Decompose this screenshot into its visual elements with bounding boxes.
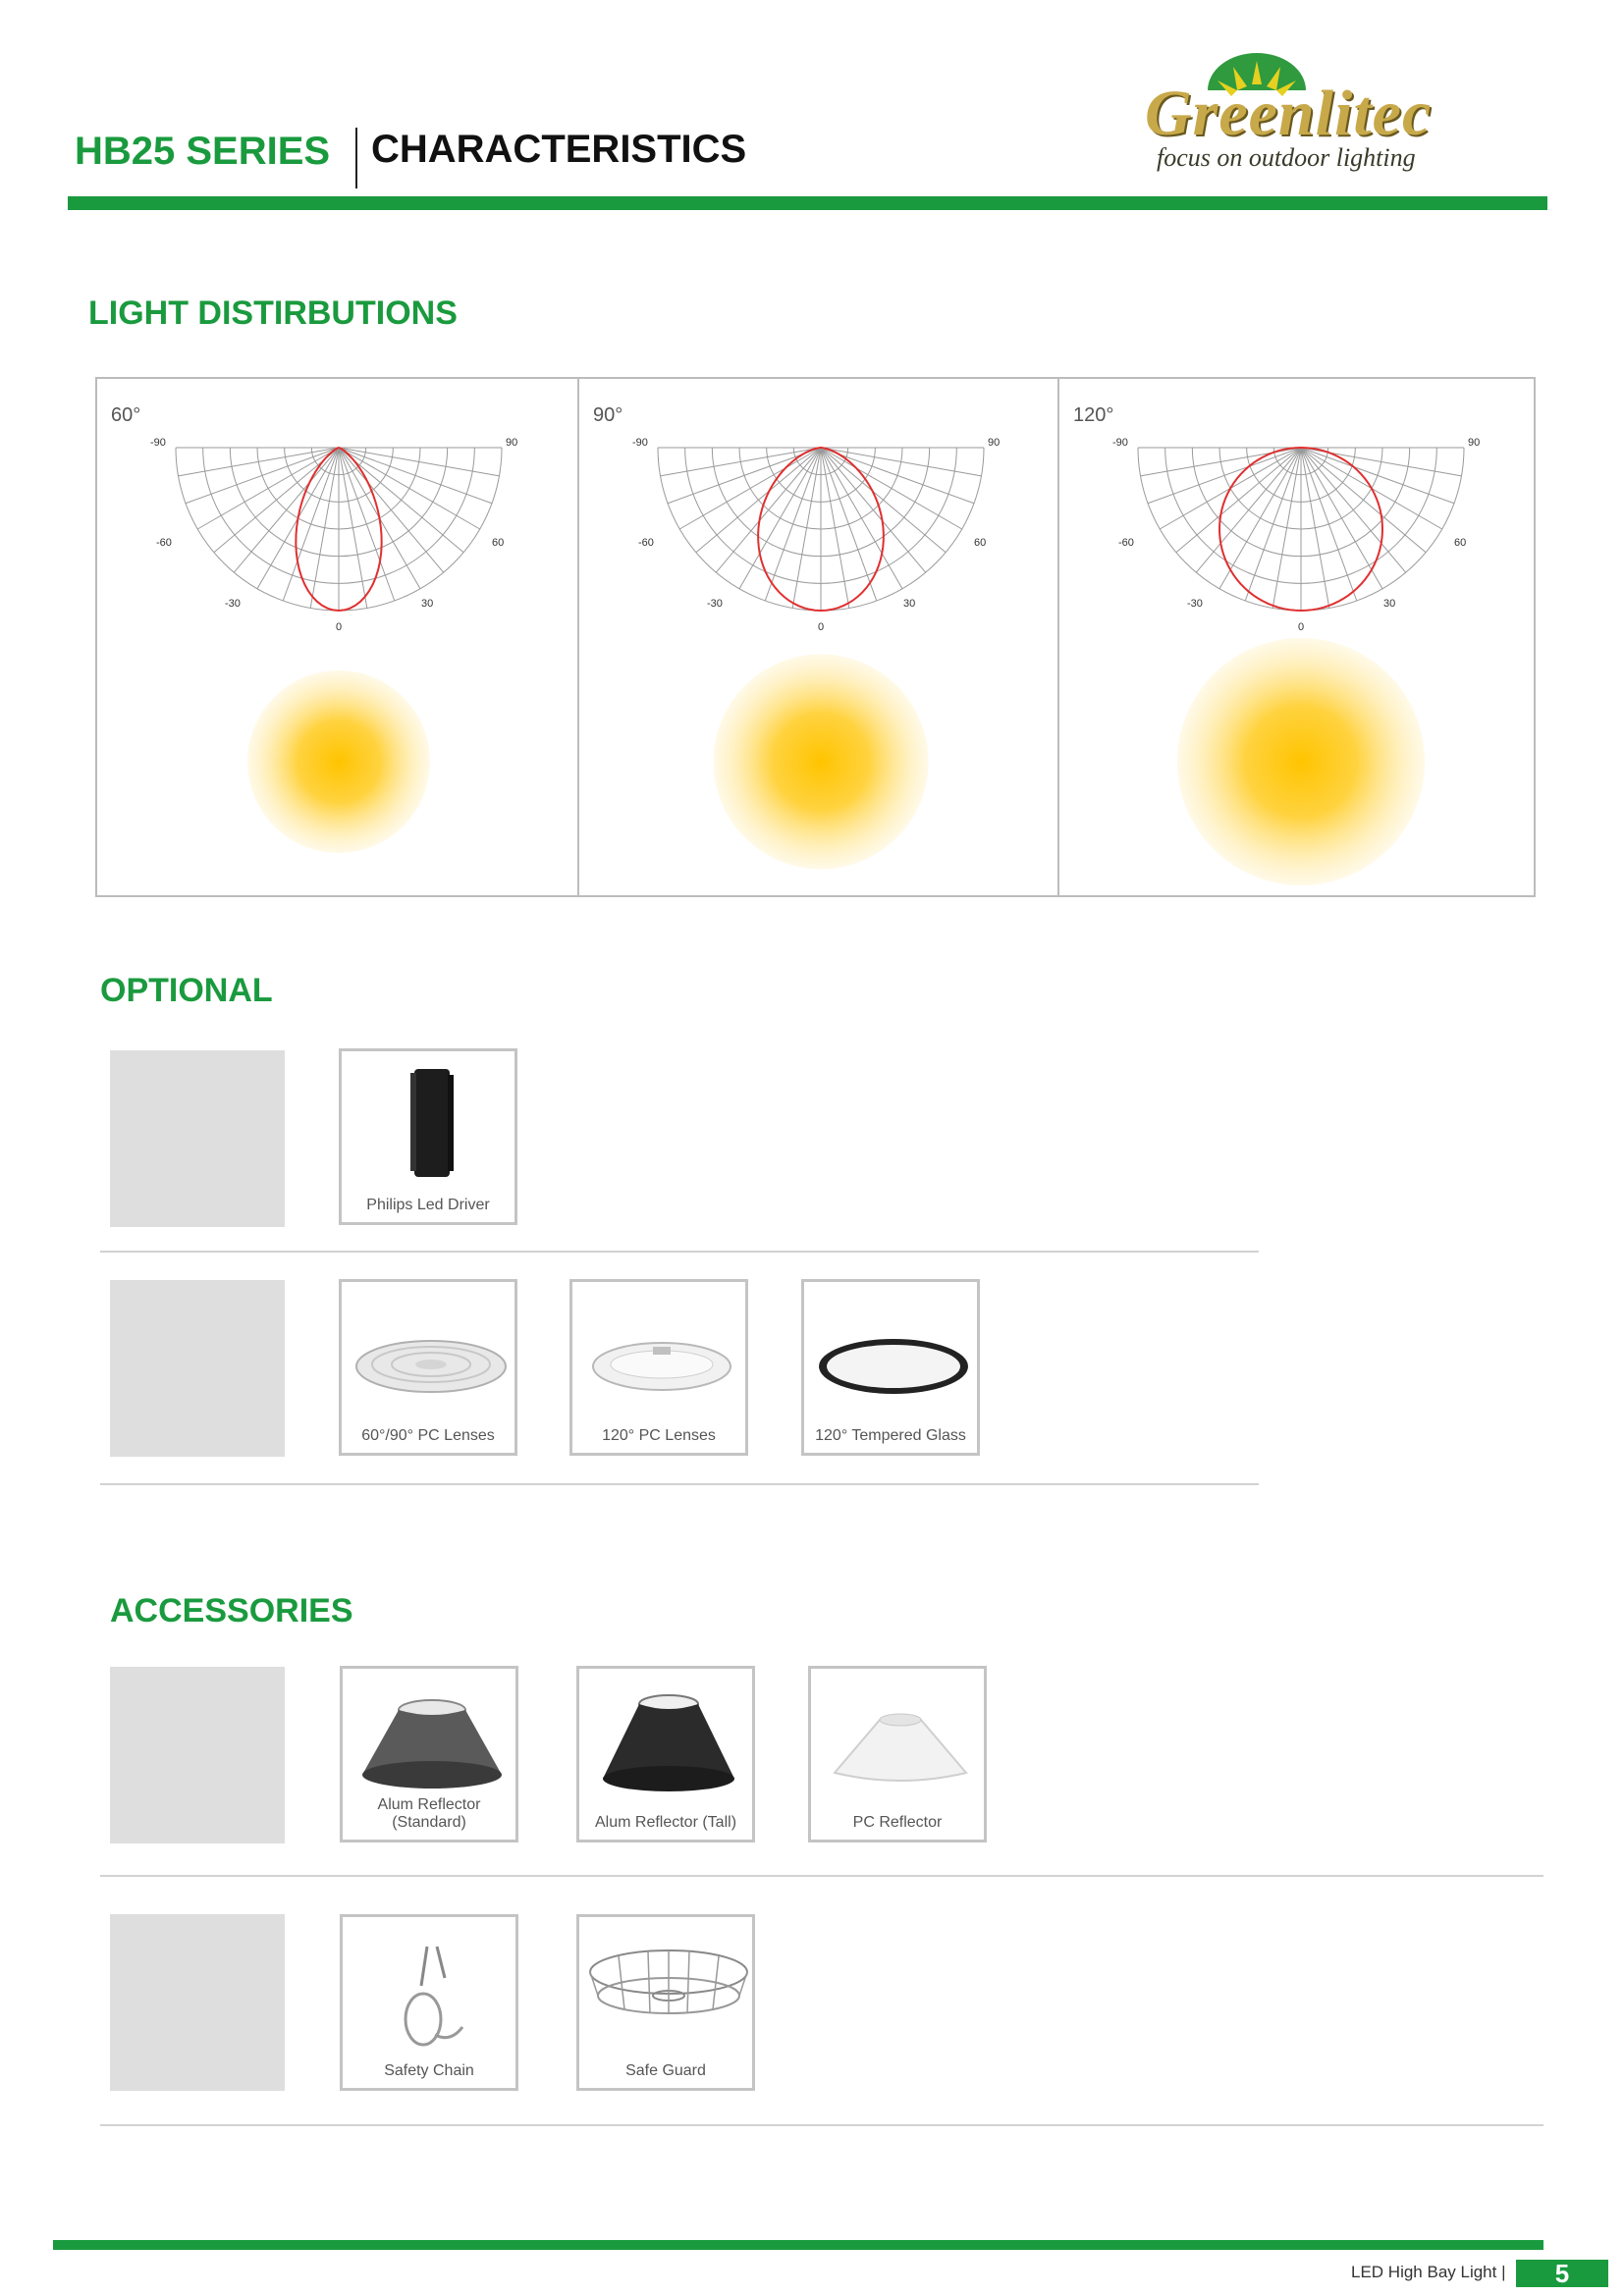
polar-tick-label: -30 [707, 598, 723, 610]
polar-tick-label: 60 [492, 537, 505, 549]
brand-logo [1139, 51, 1532, 188]
accessories-title: ACCESSORIES [110, 1592, 353, 1629]
polar-diagram-60 [97, 379, 577, 899]
logo-wordmark: Greenlitec [1145, 78, 1433, 149]
row-divider [100, 2124, 1543, 2126]
row-placeholder [110, 1280, 285, 1457]
row-divider [100, 1483, 1259, 1485]
distribution-panel-60 [97, 379, 577, 895]
option-card-pc-lenses-60-90 [339, 1279, 517, 1456]
polar-tick-label: 30 [421, 598, 434, 610]
accessory-caption: Safe Guard [625, 2062, 706, 2079]
accessory-card-reflector-standard [340, 1666, 518, 1842]
beam-angle-label: 60° [111, 404, 141, 426]
polar-tick-label: 0 [1298, 621, 1305, 633]
polar-tick-label: -30 [1187, 598, 1203, 610]
option-card-pc-lenses-120 [569, 1279, 748, 1456]
light-spot [247, 670, 430, 853]
accessory-caption: Alum Reflector (Standard) [377, 1796, 481, 1831]
accessory-card-reflector-tall [576, 1666, 755, 1842]
polar-tick-label: -60 [638, 537, 654, 549]
accessory-caption: Alum Reflector (Tall) [594, 1814, 737, 1831]
logo-tagline: focus on outdoor lighting [1157, 143, 1416, 172]
polar-tick-label: 60 [1454, 537, 1467, 549]
accessory-caption: Safety Chain [384, 2062, 474, 2079]
polar-tick-label: 60 [974, 537, 987, 549]
polar-tick-label: -90 [632, 437, 648, 449]
distribution-panel-120 [1057, 379, 1538, 895]
polar-grid [176, 448, 505, 611]
page-number: 5 [1516, 2260, 1608, 2287]
light-spot [714, 655, 929, 870]
option-caption: 60°/90° PC Lenses [361, 1427, 495, 1444]
polar-tick-label: -90 [150, 437, 166, 449]
option-caption: Philips Led Driver [366, 1197, 490, 1213]
optional-title: OPTIONAL [100, 972, 273, 1009]
row-placeholder [110, 1667, 285, 1843]
accessory-card-pc-reflector [808, 1666, 987, 1842]
polar-tick-label: 90 [988, 437, 1001, 449]
polar-tick-label: 30 [1383, 598, 1396, 610]
accessory-card-safe-guard [576, 1914, 755, 2091]
option-caption: 120° Tempered Glass [815, 1427, 966, 1444]
light-spot [1177, 638, 1425, 885]
distribution-panel-90 [577, 379, 1057, 895]
polar-diagram-120 [1059, 379, 1540, 899]
option-card-tempered-glass [801, 1279, 980, 1456]
accessory-card-safety-chain [340, 1914, 518, 2091]
polar-grid [1138, 448, 1467, 611]
header-divider [355, 128, 357, 188]
polar-tick-label: 0 [818, 621, 825, 633]
polar-tick-label: -30 [225, 598, 241, 610]
row-placeholder [110, 1050, 285, 1227]
section-title: CHARACTERISTICS [371, 128, 747, 171]
light-distribution-panels [95, 377, 1536, 897]
polar-diagram-90 [579, 379, 1059, 899]
beam-angle-label: 90° [593, 404, 623, 426]
option-caption: 120° PC Lenses [602, 1427, 716, 1444]
beam-angle-label: 120° [1073, 404, 1114, 426]
footer-label: LED High Bay Light | [1351, 2263, 1506, 2281]
polar-tick-label: -90 [1112, 437, 1128, 449]
option-card-led-driver [339, 1048, 517, 1225]
polar-tick-label: 90 [506, 437, 518, 449]
light-distributions-title: LIGHT DISTIRBUTIONS [88, 294, 458, 332]
polar-tick-label: -60 [156, 537, 172, 549]
footer-rule [53, 2240, 1543, 2250]
polar-tick-label: 30 [903, 598, 916, 610]
row-divider [100, 1251, 1259, 1253]
polar-tick-label: 90 [1468, 437, 1481, 449]
row-divider [100, 1875, 1543, 1877]
row-placeholder [110, 1914, 285, 2091]
polar-tick-label: -60 [1118, 537, 1134, 549]
accessory-caption: PC Reflector [852, 1814, 943, 1831]
header-rule [68, 196, 1547, 210]
polar-tick-label: 0 [336, 621, 343, 633]
series-title: HB25 SERIES [75, 130, 331, 173]
polar-grid [658, 448, 987, 611]
